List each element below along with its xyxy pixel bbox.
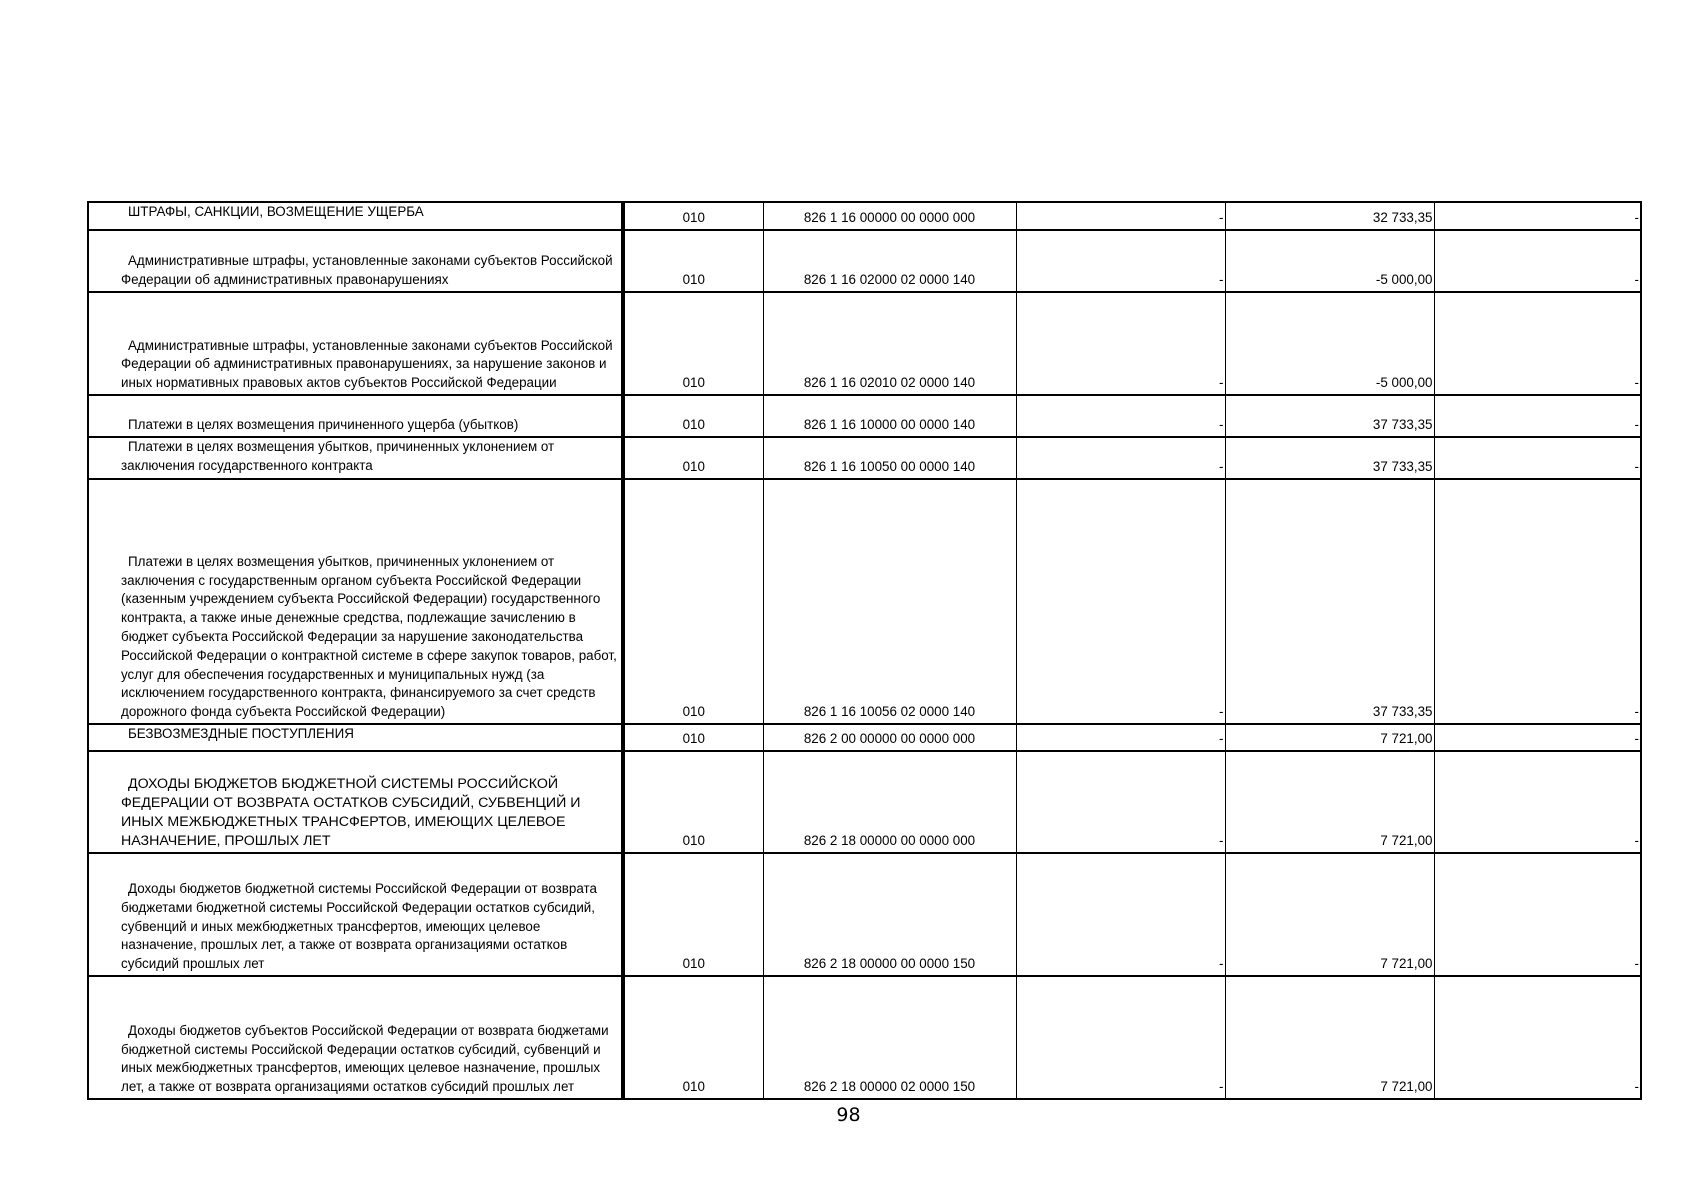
row-approved: - xyxy=(1016,437,1225,479)
row-executed: -5 000,00 xyxy=(1225,230,1434,292)
table-row xyxy=(88,202,1641,230)
row-name: Административные штрафы, установленные законами субъектов Российской Федерации об административных правонарушениях, за нарушение законов и иных нормативных правовых актов субъектов Российской Федерации xyxy=(88,292,623,395)
row-executed: 37 733,35 xyxy=(1225,437,1434,479)
table-row xyxy=(88,853,1641,976)
income-report-table xyxy=(87,201,1642,1100)
row-kbk: 826 1 16 10050 00 0000 140 xyxy=(763,437,1016,479)
row-approved: - xyxy=(1016,395,1225,437)
row-executed: 7 721,00 xyxy=(1225,724,1434,751)
row-unexecuted: - xyxy=(1434,724,1641,751)
row-executed: -5 000,00 xyxy=(1225,292,1434,395)
row-unexecuted: - xyxy=(1434,437,1641,479)
row-name: Платежи в целях возмещения убытков, причиненных уклонением от заключения государственного контракта xyxy=(88,437,623,479)
row-executed: 32 733,35 xyxy=(1225,202,1434,230)
row-unexecuted: - xyxy=(1434,230,1641,292)
row-code: 010 xyxy=(623,976,763,1099)
table-row xyxy=(88,751,1641,853)
row-kbk: 826 2 18 00000 00 0000 150 xyxy=(763,853,1016,976)
table-row xyxy=(88,976,1641,1099)
row-code: 010 xyxy=(623,202,763,230)
row-kbk: 826 1 16 02010 02 0000 140 xyxy=(763,292,1016,395)
row-name: Административные штрафы, установленные законами субъектов Российской Федерации об административных правонарушениях xyxy=(88,230,623,292)
row-approved: - xyxy=(1016,751,1225,853)
row-unexecuted: - xyxy=(1434,479,1641,724)
row-kbk: 826 2 18 00000 00 0000 000 xyxy=(763,751,1016,853)
row-executed: 37 733,35 xyxy=(1225,479,1434,724)
table-row xyxy=(88,230,1641,292)
row-approved: - xyxy=(1016,853,1225,976)
row-name: Доходы бюджетов субъектов Российской Федерации от возврата бюджетами бюджетной системы Российской Федерации остатков субсидий, субвенций и иных межбюджетных трансфертов, имеющих целевое назначение, прошлых лет, а также от возврата организациями остатков субсидий прошлых лет xyxy=(88,976,623,1099)
row-code: 010 xyxy=(623,751,763,853)
row-name: Доходы бюджетов бюджетной системы Российской Федерации от возврата бюджетами бюджетной системы Российской Федерации остатков субсидий, субвенций и иных межбюджетных трансфертов, имеющих целевое назначение, прошлых лет, а также от возврата организациями остатков субсидий прошлых лет xyxy=(88,853,623,976)
page-number: 98 xyxy=(836,1104,861,1126)
row-approved: - xyxy=(1016,479,1225,724)
row-executed: 7 721,00 xyxy=(1225,853,1434,976)
row-code: 010 xyxy=(623,395,763,437)
row-kbk: 826 1 16 10000 00 0000 140 xyxy=(763,395,1016,437)
row-code: 010 xyxy=(623,853,763,976)
table-row xyxy=(88,292,1641,395)
table-row xyxy=(88,479,1641,724)
row-approved: - xyxy=(1016,292,1225,395)
table-row xyxy=(88,724,1641,751)
row-unexecuted: - xyxy=(1434,751,1641,853)
row-kbk: 826 2 18 00000 02 0000 150 xyxy=(763,976,1016,1099)
table-row xyxy=(88,395,1641,437)
row-code: 010 xyxy=(623,292,763,395)
row-executed: 37 733,35 xyxy=(1225,395,1434,437)
row-unexecuted: - xyxy=(1434,395,1641,437)
row-unexecuted: - xyxy=(1434,292,1641,395)
row-name: ШТРАФЫ, САНКЦИИ, ВОЗМЕЩЕНИЕ УЩЕРБА xyxy=(88,202,623,230)
row-unexecuted: - xyxy=(1434,853,1641,976)
row-approved: - xyxy=(1016,202,1225,230)
row-code: 010 xyxy=(623,230,763,292)
row-unexecuted: - xyxy=(1434,202,1641,230)
row-code: 010 xyxy=(623,437,763,479)
row-name: Платежи в целях возмещения убытков, причиненных уклонением от заключения с государственным органом субъекта Российской Федерации (казенным учреждением субъекта Российской Федерации) государственного контракта, а также иные денежные средства, подлежащие зачислению в бюджет субъекта Российской Федерации за нарушение законодательства Российской Федерации о контрактной системе в сфере закупок товаров, работ, услуг для обеспечения государственных и муниципальных нужд (за исключением государственного контракта, финансируемого за счет средств дорожного фонда субъекта Российской Федерации) xyxy=(88,479,623,724)
row-name: БЕЗВОЗМЕЗДНЫЕ ПОСТУПЛЕНИЯ xyxy=(88,724,623,751)
row-name: Платежи в целях возмещения причиненного ущерба (убытков) xyxy=(88,395,623,437)
row-kbk: 826 2 00 00000 00 0000 000 xyxy=(763,724,1016,751)
row-unexecuted: - xyxy=(1434,976,1641,1099)
row-executed: 7 721,00 xyxy=(1225,976,1434,1099)
row-code: 010 xyxy=(623,479,763,724)
row-approved: - xyxy=(1016,976,1225,1099)
row-name: ДОХОДЫ БЮДЖЕТОВ БЮДЖЕТНОЙ СИСТЕМЫ РОССИЙСКОЙ ФЕДЕРАЦИИ ОТ ВОЗВРАТА ОСТАТКОВ СУБСИДИЙ, СУБВЕНЦИЙ И ИНЫХ МЕЖБЮДЖЕТНЫХ ТРАНСФЕРТОВ, ИМЕЮЩИХ ЦЕЛЕВОЕ НАЗНАЧЕНИЕ, ПРОШЛЫХ ЛЕТ xyxy=(88,751,623,853)
row-kbk: 826 1 16 00000 00 0000 000 xyxy=(763,202,1016,230)
row-approved: - xyxy=(1016,724,1225,751)
row-approved: - xyxy=(1016,230,1225,292)
row-executed: 7 721,00 xyxy=(1225,751,1434,853)
row-kbk: 826 1 16 10056 02 0000 140 xyxy=(763,479,1016,724)
row-code: 010 xyxy=(623,724,763,751)
table-row xyxy=(88,437,1641,479)
row-kbk: 826 1 16 02000 02 0000 140 xyxy=(763,230,1016,292)
